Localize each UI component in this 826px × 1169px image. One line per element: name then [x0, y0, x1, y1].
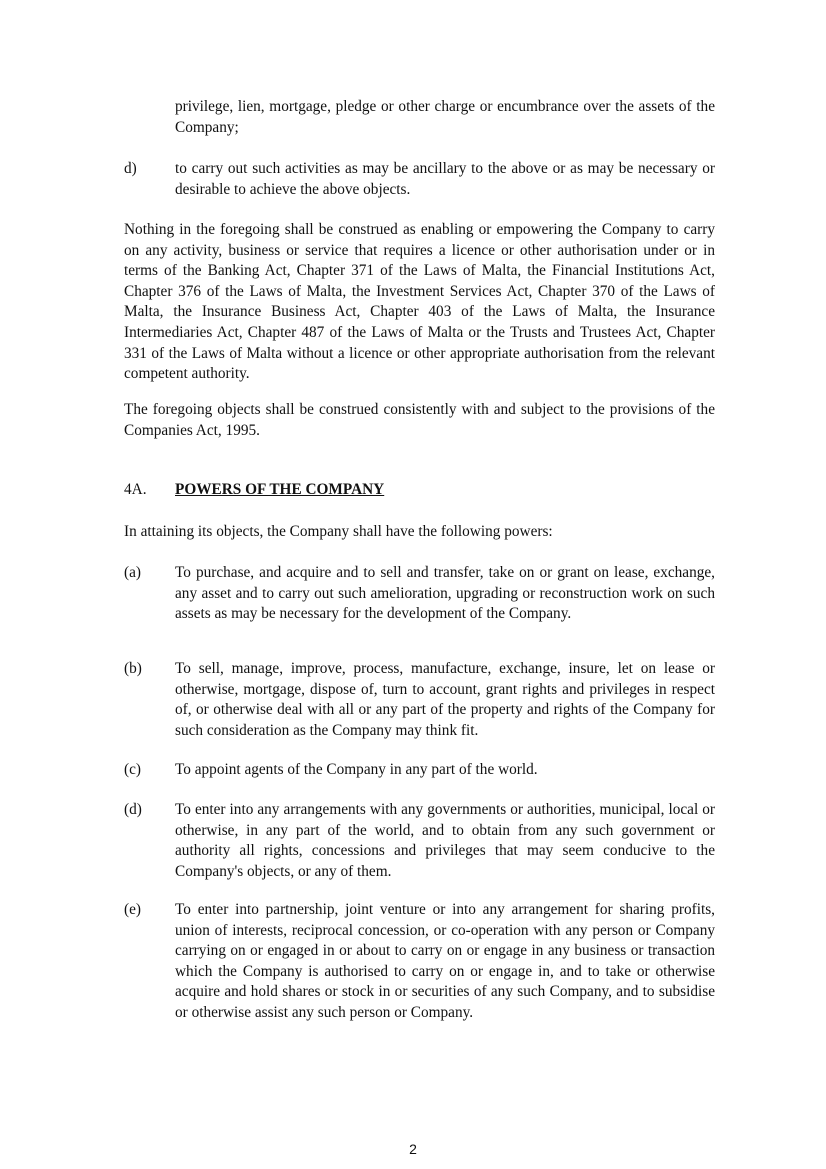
- power-b-text: To sell, manage, improve, process, manufacture, exchange, insure, let on lease or otherwise, mortgage, dispose of, turn to account, grant rights and privileges in respect of, or otherwise deal with all or any part of the property and rights of the Company for such consideration as the Company may think fit.: [175, 660, 715, 739]
- item-d-label: d): [124, 160, 137, 177]
- power-e-text: To enter into partnership, joint venture or into any arrangement for sharing profits, union of interests, reciprocal concession, or co-operation with any person or Company carrying on or engaged in or about to carry on or engage in any business or transaction which the Company is authorised to carry on or engage in, and to take or otherwise acquire and hold shares or stock in or securities of any such Company, and to subsidise or otherwise assist any such person or Company.: [175, 901, 715, 1021]
- power-d-label: (d): [124, 801, 142, 818]
- power-a-label: (a): [124, 564, 141, 581]
- continuation-text: privilege, lien, mortgage, pledge or other charge or encumbrance over the assets of the Company;: [175, 98, 715, 136]
- power-e-label: (e): [124, 901, 141, 918]
- power-d-text: To enter into any arrangements with any governments or authorities, municipal, local or otherwise, in any part of the world, and to obtain from any such government or authority all rights, concessions and privileges that may seem conducive to the Company's objects, or any of them.: [175, 801, 715, 880]
- powers-intro: In attaining its objects, the Company shall have the following powers:: [124, 523, 553, 540]
- power-a-text: To purchase, and acquire and to sell and transfer, take on or grant on lease, exchange, any asset and to carry out such amelioration, upgrading or reconstruction work on such assets as may be necessary for the development of the Company.: [175, 564, 715, 623]
- power-c-label: (c): [124, 761, 141, 778]
- section-title: POWERS OF THE COMPANY: [175, 481, 385, 498]
- power-b-label: (b): [124, 660, 142, 677]
- power-c-text: To appoint agents of the Company in any part of the world.: [175, 761, 538, 778]
- page-number: 2: [409, 1141, 417, 1157]
- section-number: 4A.: [124, 481, 147, 498]
- licence-restriction-paragraph: Nothing in the foregoing shall be construed as enabling or empowering the Company to carry on any activity, business or service that requires a licence or other authorisation under or in terms of the Banking Act, Chapter 371 of the Laws of Malta, the Financial Institutions Act, Chapter 376 of the Laws of Malta, the Investment Services Act, Chapter 370 of the Laws of Malta, the Insurance Business Act, Chapter 403 of the Laws of Malta, the Insurance Intermediaries Act, Chapter 487 of the Laws of Malta or the Trusts and Trustees Act, Chapter 331 of the Laws of Malta without a licence or other appropriate authorisation from the relevant competent authority.: [124, 221, 715, 383]
- item-d-text: to carry out such activities as may be ancillary to the above or as may be necessary or desirable to achieve the above objects.: [175, 160, 715, 198]
- companies-act-paragraph: The foregoing objects shall be construed consistently with and subject to the provisions of the Companies Act, 1995.: [124, 401, 715, 439]
